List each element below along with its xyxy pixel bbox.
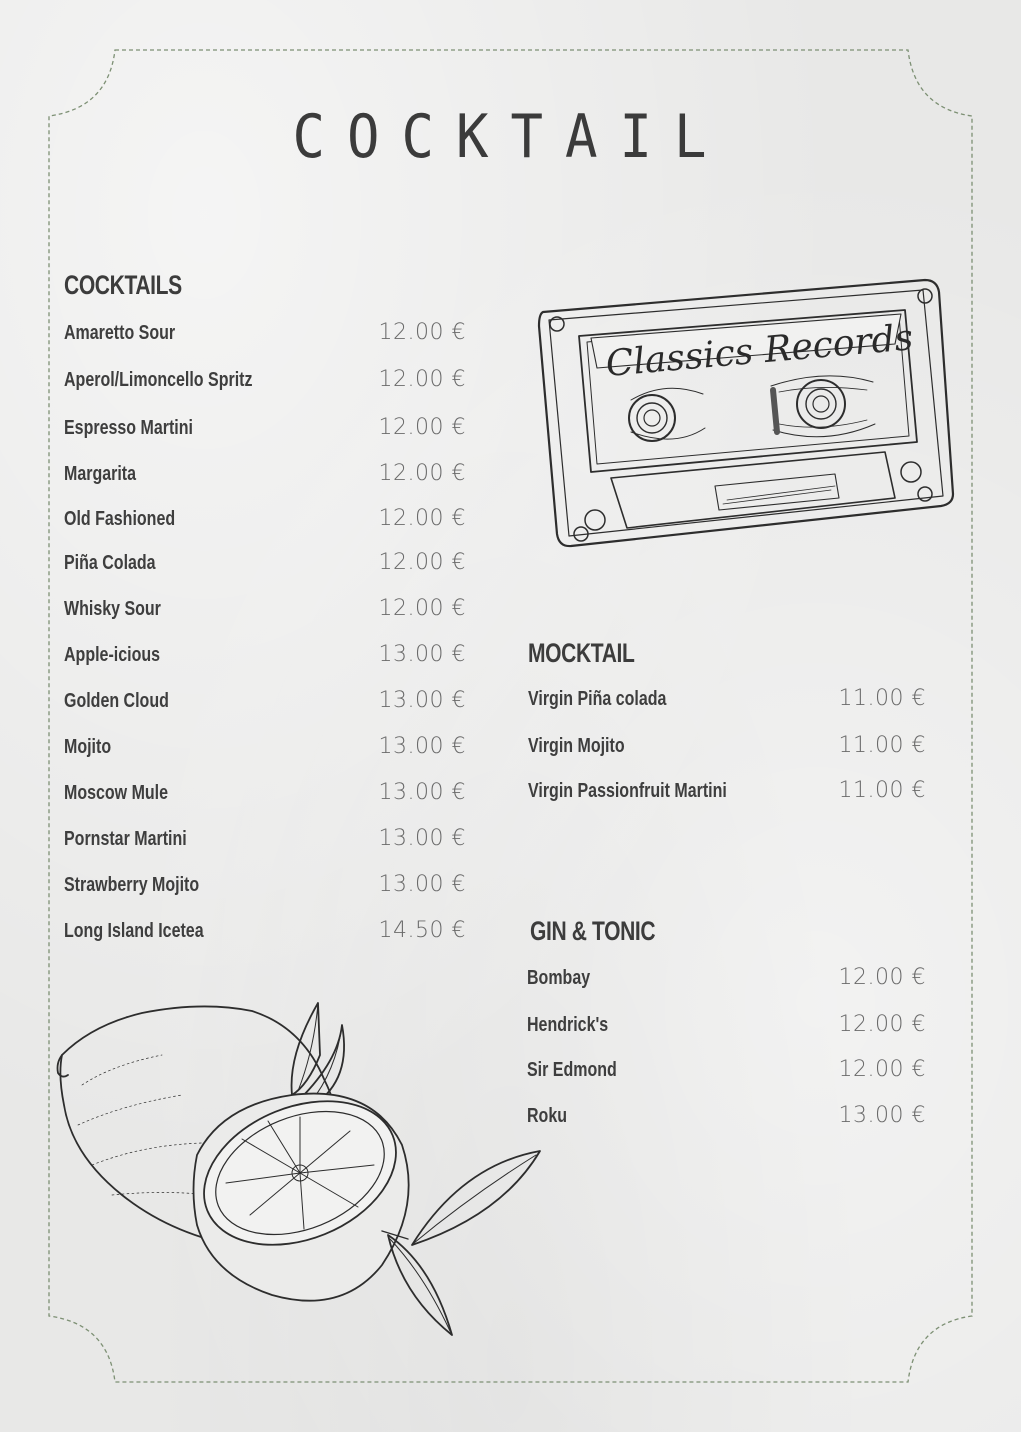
menu-item <box>64 690 466 720</box>
menu-item <box>64 828 466 858</box>
item-name: Strawberry Mojito <box>64 874 200 896</box>
item-price: 12.00 € <box>378 415 466 440</box>
item-name: Old Fashioned <box>64 508 176 530</box>
item-price: 13.00 € <box>378 780 466 805</box>
item-price: 12.00 € <box>378 550 466 575</box>
item-name: Mojito <box>64 736 112 758</box>
menu-item <box>527 1105 926 1135</box>
item-name: Amaretto Sour <box>64 322 176 344</box>
menu-item <box>64 598 466 628</box>
item-price: 12.00 € <box>378 596 466 621</box>
gin-tonic-heading: GIN & TONIC <box>530 916 656 946</box>
menu-item <box>528 780 926 810</box>
item-price: 12.00 € <box>838 1057 926 1082</box>
item-price: 12.00 € <box>838 1012 926 1037</box>
cassette-illustration <box>535 272 960 557</box>
item-name: Golden Cloud <box>64 690 169 712</box>
mocktail-heading: MOCKTAIL <box>528 638 635 668</box>
item-price: 13.00 € <box>378 826 466 851</box>
item-name: Sir Edmond <box>527 1059 617 1081</box>
lemon-illustration <box>52 995 542 1360</box>
item-price: 11.00 € <box>838 686 926 711</box>
item-name: Aperol/Limoncello Spritz <box>64 369 253 391</box>
item-name: Piña Colada <box>64 552 156 574</box>
item-price: 13.00 € <box>378 872 466 897</box>
item-price: 12.00 € <box>378 461 466 486</box>
menu-item <box>64 552 466 582</box>
item-name: Apple-icious <box>64 644 161 666</box>
item-price: 12.00 € <box>378 320 466 345</box>
menu-item <box>528 735 926 765</box>
item-price: 12.00 € <box>378 367 466 392</box>
item-name: Margarita <box>64 463 137 485</box>
menu-item <box>64 508 466 538</box>
menu-item <box>527 967 926 997</box>
item-price: 11.00 € <box>838 778 926 803</box>
menu-item <box>527 1059 926 1089</box>
item-name: Moscow Mule <box>64 782 169 804</box>
item-price: 12.00 € <box>838 965 926 990</box>
item-price: 13.00 € <box>378 734 466 759</box>
item-price: 13.00 € <box>378 688 466 713</box>
menu-item <box>64 736 466 766</box>
menu-item <box>528 688 926 718</box>
item-name: Virgin Piña colada <box>528 688 667 710</box>
item-price: 14.50 € <box>378 918 466 943</box>
item-name: Whisky Sour <box>64 598 161 620</box>
item-price: 12.00 € <box>378 506 466 531</box>
menu-item <box>64 369 466 399</box>
menu-item <box>64 920 466 950</box>
cocktails-heading: COCKTAILS <box>64 270 182 300</box>
menu-item <box>64 782 466 812</box>
item-name: Virgin Passionfruit Martini <box>528 780 727 802</box>
item-name: Virgin Mojito <box>528 735 625 757</box>
item-name: Espresso Martini <box>64 417 193 439</box>
item-name: Roku <box>527 1105 567 1127</box>
page-title: COCKTAIL <box>292 101 729 172</box>
item-name: Bombay <box>527 967 591 989</box>
menu-item <box>64 644 466 674</box>
item-price: 13.00 € <box>838 1103 926 1128</box>
menu-item <box>64 417 466 447</box>
item-price: 11.00 € <box>838 733 926 758</box>
menu-item <box>64 463 466 493</box>
item-name: Pornstar Martini <box>64 828 187 850</box>
item-price: 13.00 € <box>378 642 466 667</box>
menu-item <box>527 1014 926 1044</box>
menu-item <box>64 874 466 904</box>
menu-item <box>64 322 466 352</box>
item-name: Hendrick's <box>527 1014 609 1036</box>
cassette-label: Classics Records <box>604 317 915 385</box>
item-name: Long Island Icetea <box>64 920 204 942</box>
